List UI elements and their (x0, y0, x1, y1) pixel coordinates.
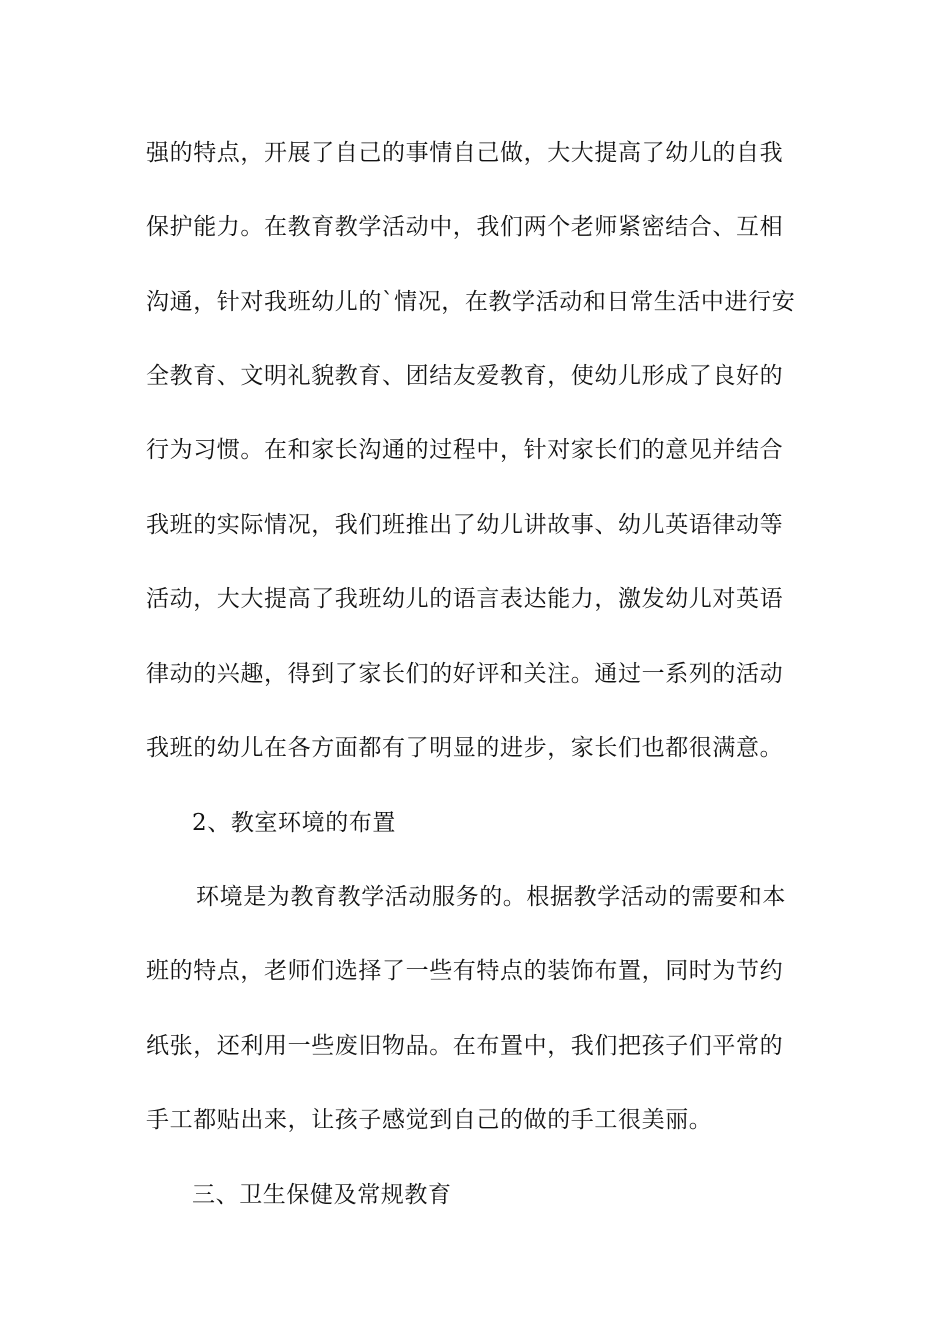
paragraph-line: 沟通，针对我班幼儿的`情况，在教学活动和日常生活中进行安 (146, 289, 796, 315)
paragraph-line: 活动，大大提高了我班幼儿的语言表达能力，激发幼儿对英语 (146, 586, 784, 612)
paragraph-line: 我班的幼儿在各方面都有了明显的进步，家长们也都很满意。 (146, 735, 784, 761)
paragraph-line: 强的特点，开展了自己的事情自己做，大大提高了幼儿的自我 (146, 140, 784, 166)
paragraph-line: 环境是为教育教学活动服务的。根据教学活动的需要和本 (196, 884, 786, 910)
paragraph-line: 我班的实际情况，我们班推出了幼儿讲故事、幼儿英语律动等 (146, 512, 784, 538)
paragraph-line: 律动的兴趣，得到了家长们的好评和关注。通过一系列的活动 (146, 661, 784, 687)
paragraph-line: 班的特点，老师们选择了一些有特点的装饰布置，同时为节约 (146, 958, 784, 984)
paragraph-line: 保护能力。在教育教学活动中，我们两个老师紧密结合、互相 (146, 214, 784, 240)
section-heading: 2、教室环境的布置 (192, 810, 397, 836)
paragraph-line: 手工都贴出来，让孩子感觉到自己的做的手工很美丽。 (146, 1107, 713, 1133)
paragraph-line: 纸张，还利用一些废旧物品。在布置中，我们把孩子们平常的 (146, 1033, 784, 1059)
paragraph-line: 行为习惯。在和家长沟通的过程中，针对家长们的意见并结合 (146, 437, 784, 463)
paragraph-line: 全教育、文明礼貌教育、团结友爱教育，使幼儿形成了良好的 (146, 363, 784, 389)
section-heading: 三、卫生保健及常规教育 (192, 1182, 452, 1208)
